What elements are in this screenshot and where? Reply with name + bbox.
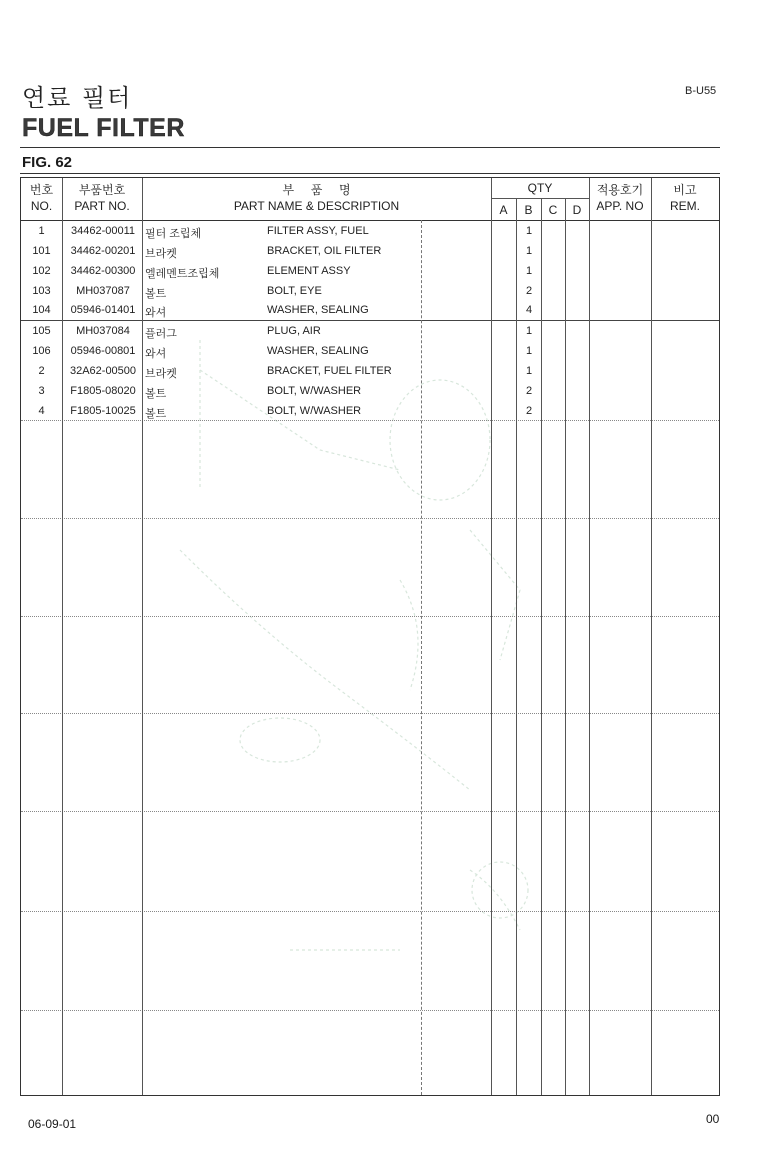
row-qty-b: 1	[525, 245, 533, 257]
page-number: 00	[706, 1112, 720, 1126]
row-name-en: PLUG, AIR	[267, 325, 321, 337]
row-name-en: WASHER, SEALING	[267, 345, 369, 357]
row-qty-b: 1	[525, 265, 533, 277]
figure-number: FIG. 62	[22, 154, 73, 171]
page-title: FUEL FILTER	[22, 114, 185, 142]
row-qty-b: 2	[525, 285, 533, 297]
row-no: 104	[32, 304, 51, 316]
row-part-no: F1805-10025	[70, 405, 136, 417]
header-remarks	[651, 182, 719, 214]
row-no: 2	[38, 365, 45, 377]
row-no: 106	[32, 345, 51, 357]
row-name-ko: 브라켓	[145, 248, 177, 260]
row-guide-2	[21, 518, 719, 519]
header-name-en: PART NAME & DESCRIPTION	[233, 199, 400, 213]
row-qty-b: 1	[525, 365, 533, 377]
header-no-en: NO.	[30, 199, 53, 213]
header-part-en: PART NO.	[74, 199, 130, 213]
row-part-no: MH037084	[76, 325, 130, 337]
header-qty-b: B	[524, 203, 533, 217]
header-part-name	[142, 182, 491, 214]
header-no	[21, 182, 62, 214]
row-no: 105	[32, 325, 51, 337]
row-part-no: 34462-00300	[70, 265, 136, 277]
row-name-ko: 엘레멘트조립체	[145, 268, 220, 280]
row-guide-5	[21, 811, 719, 812]
page-title-korean: 연료 필터	[22, 84, 133, 112]
header-qty-c: C	[548, 203, 558, 217]
header-qty: QTY	[527, 181, 553, 195]
header-no-ko: 번호	[29, 183, 54, 197]
header-part-no	[62, 182, 142, 214]
row-guide-7	[21, 1010, 719, 1011]
row-name-ko: 볼트	[145, 288, 167, 300]
table-row	[21, 361, 719, 381]
title-rule	[20, 147, 720, 148]
model-code: B-U55	[685, 85, 717, 97]
revision-date: 06-09-01	[28, 1117, 77, 1131]
row-part-no: 34462-00011	[70, 225, 136, 237]
qty-subheader-line	[491, 198, 589, 199]
row-no: 103	[32, 285, 51, 297]
row-qty-b: 1	[525, 325, 533, 337]
header-rem-ko: 비고	[673, 183, 697, 197]
row-name-ko: 볼트	[145, 408, 167, 420]
row-no: 4	[38, 405, 45, 417]
row-part-no: 32A62-00500	[69, 365, 137, 377]
header-app-en: APP. NO	[596, 199, 644, 213]
parts-table	[20, 177, 720, 1096]
row-name-ko: 볼트	[145, 388, 167, 400]
row-part-no: 05946-01401	[70, 304, 136, 316]
row-name-en: WASHER, SEALING	[267, 304, 369, 316]
table-row	[21, 221, 719, 241]
row-name-ko: 필터 조립체	[145, 228, 202, 240]
row-name-ko: 플러그	[145, 328, 177, 340]
table-row	[21, 281, 719, 301]
row-part-no: MH037087	[76, 285, 130, 297]
row-name-en: BOLT, W/WASHER	[267, 405, 362, 417]
row-name-en: BOLT, W/WASHER	[267, 385, 362, 397]
table-row	[21, 341, 719, 361]
row-no: 1	[38, 225, 45, 237]
row-part-no: 34462-00201	[70, 245, 136, 257]
header-name-ko: 부 품 명	[282, 183, 351, 197]
row-name-en: BOLT, EYE	[267, 285, 322, 297]
table-row	[21, 381, 719, 401]
row-qty-b: 2	[525, 385, 533, 397]
row-part-no: F1805-08020	[70, 385, 136, 397]
row-qty-b: 4	[525, 304, 533, 316]
row-no: 102	[32, 265, 51, 277]
header-app-no	[589, 182, 651, 214]
header-part-ko: 부품번호	[78, 183, 126, 197]
row-name-ko: 와셔	[145, 348, 167, 360]
row-qty-b: 1	[525, 345, 533, 357]
row-no: 3	[38, 385, 45, 397]
figure-rule	[20, 173, 720, 174]
row-qty-b: 2	[525, 405, 533, 417]
header-qty-d: D	[572, 203, 582, 217]
header-qty-a: A	[499, 203, 508, 217]
row-name-ko: 브라켓	[145, 368, 177, 380]
row-name-en: BRACKET, OIL FILTER	[267, 245, 382, 257]
table-row	[21, 300, 719, 320]
header-rem-en: REM.	[670, 199, 700, 213]
row-no: 101	[32, 245, 51, 257]
row-qty-b: 1	[525, 225, 533, 237]
table-row	[21, 321, 719, 341]
row-guide-6	[21, 911, 719, 912]
table-row	[21, 241, 719, 261]
row-name-en: FILTER ASSY, FUEL	[267, 225, 369, 237]
row-name-ko: 와셔	[145, 307, 167, 319]
row-name-en: ELEMENT ASSY	[267, 265, 351, 277]
row-part-no: 05946-00801	[70, 345, 136, 357]
table-row	[21, 261, 719, 281]
row-guide-3	[21, 616, 719, 617]
header-app-ko: 적용호기	[596, 183, 644, 197]
row-guide-4	[21, 713, 719, 714]
row-name-en: BRACKET, FUEL FILTER	[267, 365, 392, 377]
table-row	[21, 401, 719, 421]
